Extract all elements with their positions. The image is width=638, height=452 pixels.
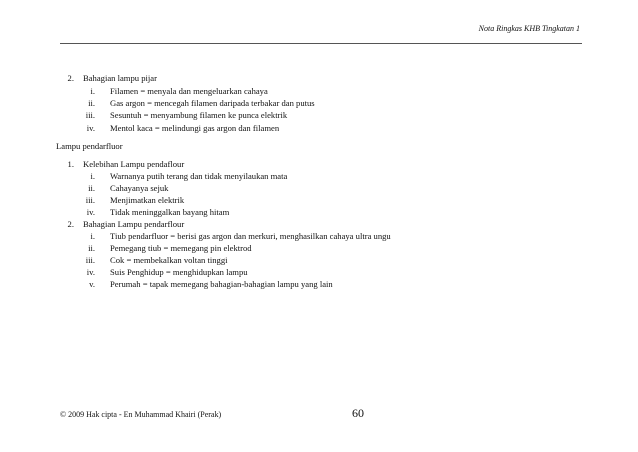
sub-list-text: Tidak meninggalkan bayang hitam (110, 207, 230, 217)
sub-list-numeral: i. (90, 231, 95, 241)
sub-list-numeral: iii. (85, 110, 95, 120)
sub-list-text: Filamen = menyala dan mengeluarkan cahaya (110, 86, 268, 96)
sub-list-text: Cok = membekalkan voltan tinggi (110, 255, 228, 265)
sub-list-text: Sesuntuh = menyambung filamen ke punca elektrik (110, 110, 288, 120)
sub-list-text: Cahayanya sejuk (110, 183, 169, 193)
sub-list-numeral: i. (90, 86, 95, 96)
sub-list-text: Mentol kaca = melindungi gas argon dan filamen (110, 123, 280, 133)
section-heading: Lampu pendarfluor (56, 141, 123, 151)
sub-list-numeral: iii. (85, 255, 95, 265)
list-number: 1. (67, 159, 74, 169)
sub-list-numeral: ii. (88, 243, 95, 253)
sub-list-numeral: iv. (86, 123, 95, 133)
sub-list-numeral: iv. (86, 267, 95, 277)
sub-list-text: Gas argon = mencegah filamen daripada terbakar dan putus (110, 98, 315, 108)
list-number: 2. (67, 73, 74, 83)
sub-list-text: Tiub pendarfluor = berisi gas argon dan merkuri, menghasilkan cahaya ultra ungu (110, 231, 391, 241)
sub-list-text: Menjimatkan elektrik (110, 195, 185, 205)
list-item-label: Bahagian Lampu pendarflour (83, 219, 185, 229)
sub-list-numeral: i. (90, 171, 95, 181)
header-divider (60, 43, 582, 44)
sub-list-text: Suis Penghidup = menghidupkan lampu (110, 267, 248, 277)
page-number: 60 (352, 406, 364, 420)
sub-list-text: Perumah = tapak memegang bahagian-bahagian lampu yang lain (110, 279, 333, 289)
footer-copyright: © 2009 Hak cipta - En Muhammad Khairi (Perak) (60, 410, 222, 419)
sub-list-numeral: ii. (88, 98, 95, 108)
sub-list-numeral: v. (89, 279, 95, 289)
list-item-label: Bahagian lampu pijar (83, 73, 157, 83)
sub-list-text: Warnanya putih terang dan tidak menyilaukan mata (110, 171, 288, 181)
list-number: 2. (67, 219, 74, 229)
sub-list-text: Pemegang tiub = memegang pin elektrod (110, 243, 252, 253)
sub-list-numeral: ii. (88, 183, 95, 193)
list-item-label: Kelebihan Lampu pendaflour (83, 159, 185, 169)
sub-list-numeral: iv. (86, 207, 95, 217)
header-title: Nota Ringkas KHB Tingkatan 1 (478, 24, 580, 33)
sub-list-numeral: iii. (85, 195, 95, 205)
